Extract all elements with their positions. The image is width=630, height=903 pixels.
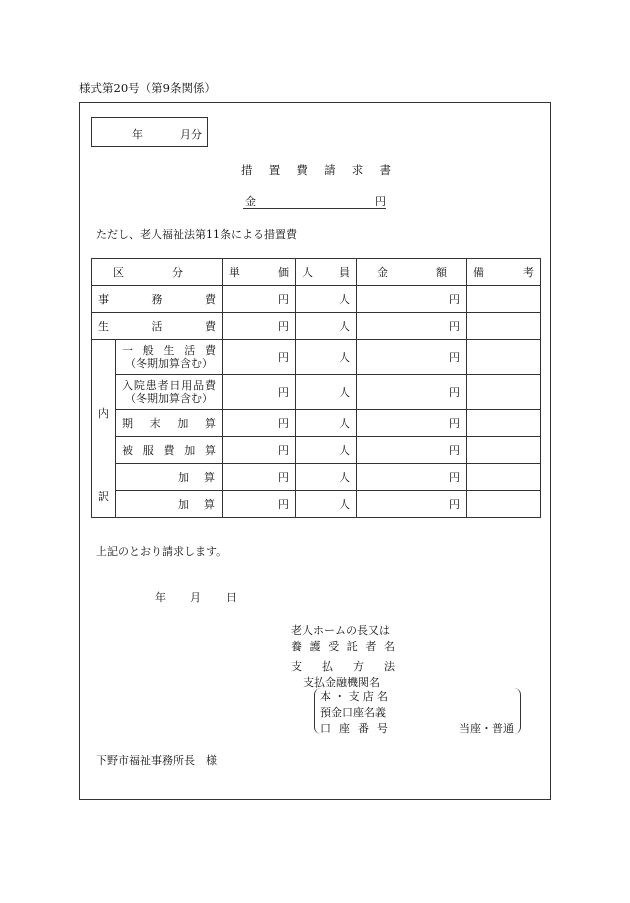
table-row (92, 286, 541, 313)
row-sublabel: （冬期加算含む） (125, 392, 213, 405)
row-label: 加算 (178, 470, 215, 484)
price-unit: 円 (223, 437, 296, 464)
period-box (91, 117, 208, 147)
table-row (92, 375, 541, 410)
row-sublabel: （冬期加算含む） (125, 357, 213, 370)
account-type-label: 当座・普通 (459, 722, 514, 735)
header-amount: 金額 (377, 265, 447, 279)
people-unit: 人 (296, 340, 357, 375)
table-row (92, 410, 541, 437)
remarks-cell (467, 464, 541, 491)
people-unit: 人 (296, 410, 357, 437)
table-header-row (92, 259, 541, 286)
addressee: 下野市福祉事務所長 様 (96, 754, 217, 767)
date-day-label: 日 (226, 591, 237, 604)
amount-unit: 円 (357, 491, 467, 518)
amount-unit: 円 (357, 464, 467, 491)
row-label: 生活費 (92, 313, 223, 340)
amount-label: 金 (245, 195, 256, 208)
price-unit: 円 (223, 464, 296, 491)
amount-unit: 円 (357, 286, 467, 313)
people-unit: 人 (296, 313, 357, 340)
breakdown-label-wake: 訳 (98, 489, 109, 503)
proviso-text: ただし、老人福祉法第11条による措置費 (96, 228, 297, 241)
remarks-cell (467, 286, 541, 313)
amount-unit: 円 (357, 410, 467, 437)
breakdown-label-uchi: 内 (98, 406, 109, 420)
breakdown-label-cell (92, 340, 116, 518)
applicant-title-line1: 老人ホームの長又は (291, 624, 390, 637)
price-unit: 円 (223, 340, 296, 375)
amount-unit: 円 (357, 340, 467, 375)
period-year-label: 年 (132, 128, 143, 141)
period-month-label: 月分 (180, 128, 202, 141)
row-label: 加算 (178, 497, 215, 511)
applicant-title-line2: 養護受託者名 (291, 640, 395, 653)
request-statement: 上記のとおり請求します。 (96, 545, 228, 558)
remarks-cell (467, 340, 541, 375)
amount-unit: 円 (375, 195, 386, 208)
table-row (92, 313, 541, 340)
bank-name-label: 支払金融機関名 (303, 676, 380, 689)
people-unit: 人 (296, 437, 357, 464)
amount-unit: 円 (357, 313, 467, 340)
row-label: 期末加算 (116, 410, 223, 437)
row-label: 入院患者日用品費 (122, 379, 216, 392)
remarks-cell (467, 313, 541, 340)
header-remarks: 備考 (467, 259, 541, 286)
remarks-cell (467, 491, 541, 518)
form-caption: 様式第20号（第9条関係） (79, 81, 216, 95)
table-row (92, 340, 541, 375)
price-unit: 円 (223, 286, 296, 313)
row-label: 事務費 (92, 286, 223, 313)
people-unit: 人 (296, 375, 357, 410)
date-year-label: 年 (155, 591, 166, 604)
remarks-cell (467, 410, 541, 437)
price-unit: 円 (223, 375, 296, 410)
remarks-cell (467, 375, 541, 410)
price-unit: 円 (223, 313, 296, 340)
remarks-cell (467, 437, 541, 464)
people-unit: 人 (296, 491, 357, 518)
amount-unit: 円 (357, 437, 467, 464)
date-month-label: 月 (190, 591, 201, 604)
table-row (92, 491, 541, 518)
price-unit: 円 (223, 491, 296, 518)
table-row (92, 437, 541, 464)
row-label: 被服費加算 (116, 437, 223, 464)
document-title: 措置費請求書 (241, 163, 391, 177)
people-unit: 人 (296, 464, 357, 491)
branch-label: 本・支店名 (320, 690, 388, 703)
people-unit: 人 (296, 286, 357, 313)
price-unit: 円 (223, 410, 296, 437)
row-label: 一般生活費 (122, 344, 216, 357)
total-amount-line (243, 193, 386, 209)
header-category: 区分 (113, 265, 183, 279)
payment-method-label: 支払方法 (291, 660, 395, 673)
header-unit-price: 単価 (223, 259, 296, 286)
account-number-label: 口座番号 (320, 722, 388, 735)
account-holder-label: 預金口座名義 (320, 706, 386, 719)
table-row (92, 464, 541, 491)
header-people: 人員 (296, 259, 357, 286)
breakdown-table (91, 258, 541, 518)
amount-unit: 円 (357, 375, 467, 410)
